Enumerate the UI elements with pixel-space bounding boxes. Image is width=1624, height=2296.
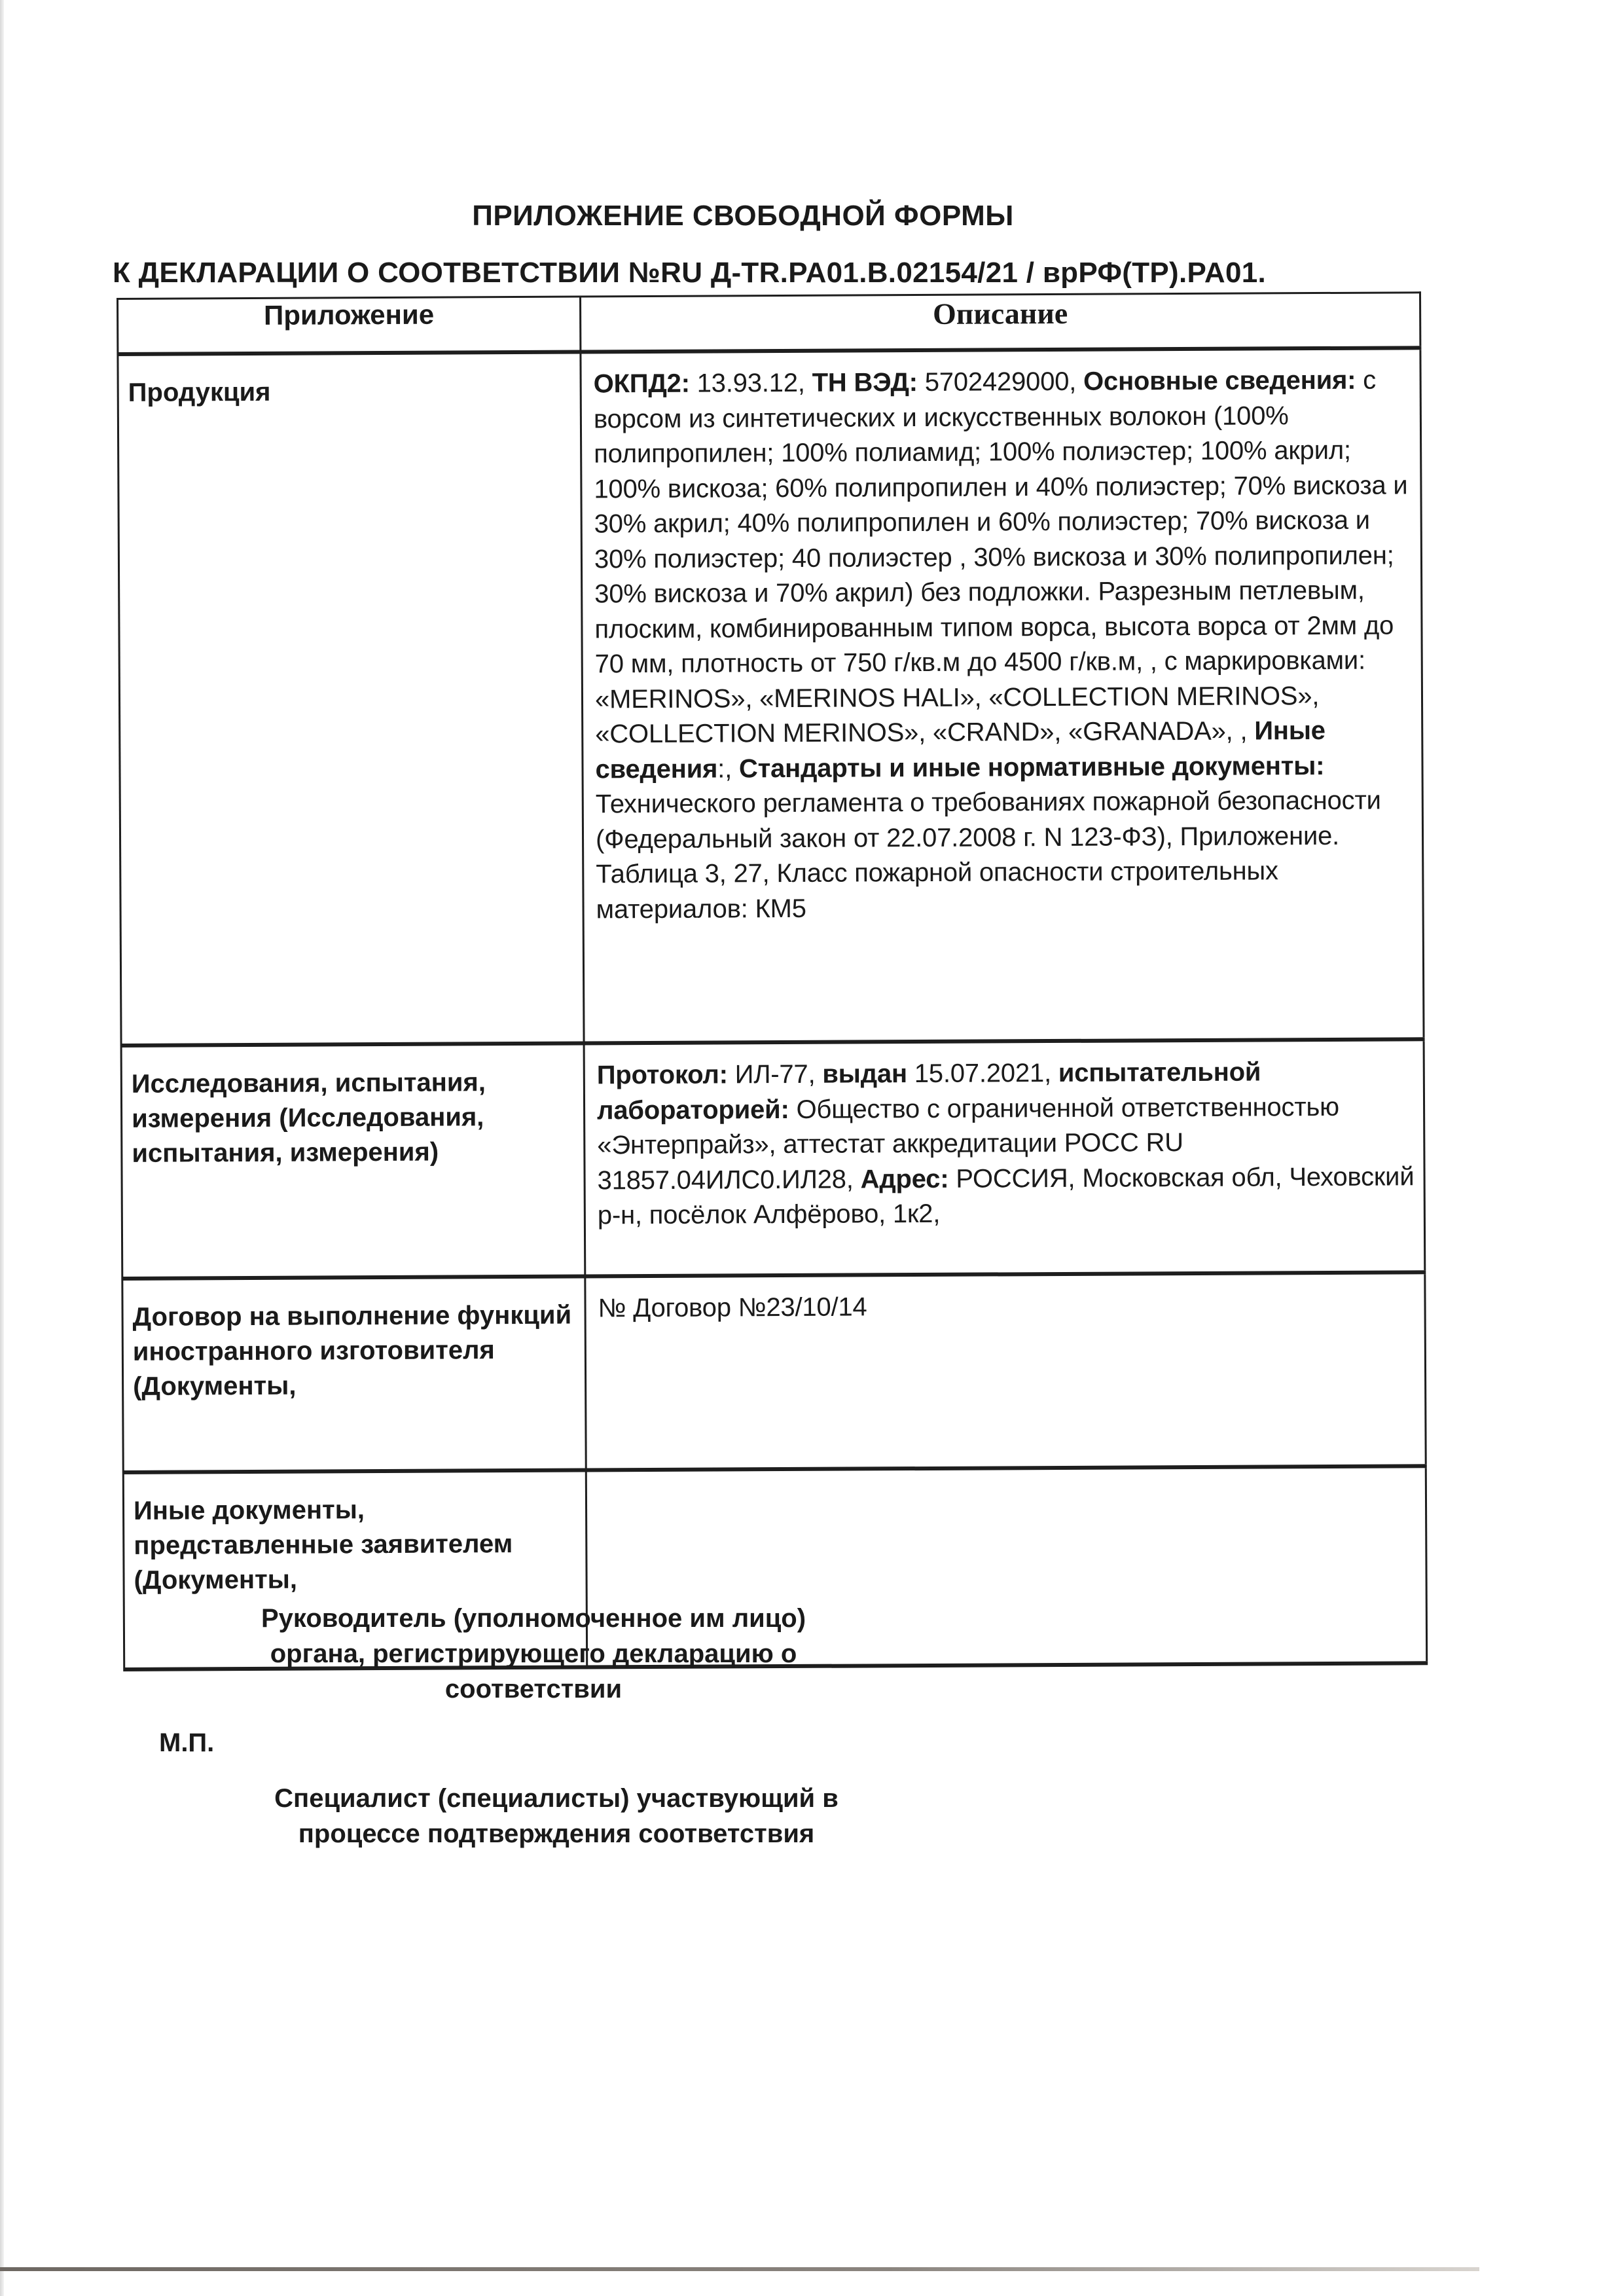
okpd-label: ОКПД2: xyxy=(593,369,690,399)
table-row-tests xyxy=(121,1039,1425,1279)
tnved-label: ТН ВЭД: xyxy=(804,368,918,397)
basic-info-value: с ворсом из синтетических и искусственных волокон (100% полипропилен; 100% полиамид; 100% полиэстер; 100% акрил; 100% вискоза; 60% полипропилен и 40% полиэстер; 70% вискоза и 30% акрил; 40% полипропилен и 60% полиэстер; 70% вискоза и 30% полиэстер; 40 полиэстер , 30% вискоза и 30% полипропилен; 30% вискоза и 70% акрил) без подложки. Разрезным петлевым, плоским, комбинированным типом ворса, высота ворса от 2мм до 70 мм, плотность от 750 г/кв.м до 4500 г/кв.м, , с маркировками: «MERINOS», «MERINOS HALI», «COLLECTION MERINOS», «COLLECTION MERINOS», «CRAND», «GRANADA», , xyxy=(593,365,1408,749)
table-header-row xyxy=(118,293,1420,354)
address-label: Адрес: xyxy=(853,1164,949,1194)
other-info-label: Иные сведения xyxy=(595,716,1326,784)
standards-label: Стандарты и иные нормативные документы: xyxy=(731,751,1325,783)
row-label-tests: Исследования, испытания, измерения (Исследования, испытания, измерения) xyxy=(121,1044,585,1279)
issued-label: выдан xyxy=(815,1059,908,1089)
document-subtitle: К ДЕКЛАРАЦИИ О СООТВЕТСТВИИ №RU Д-TR.PA01.B.02154/21 / врРФ(ТР).PA01. xyxy=(113,257,1267,289)
signature-head-label: Руководитель (уполномоченное им лицо) органа, регистрирующего декларацию о соответствии xyxy=(261,1604,806,1704)
row-label-other-documents: Иные документы, представленные заявителем (Документы, xyxy=(123,1470,586,1669)
row-value-tests xyxy=(584,1039,1425,1276)
column-header-description: Описание xyxy=(580,293,1420,352)
lab-label: испытательной лабораторией: xyxy=(596,1057,1261,1125)
document-title: ПРИЛОЖЕНИЕ СВОБОДНОЙ ФОРМЫ xyxy=(472,200,1014,232)
lab-value: Общество с ограниченной ответственностью «Энтерпрайз», аттестат аккредитации РОСС RU 31857.04ИЛС0.ИЛ28, xyxy=(597,1092,1339,1195)
protocol-value: ИЛ-77, xyxy=(727,1059,816,1089)
tnved-value: 5702429000, xyxy=(917,367,1077,397)
basic-info-label: Основные сведения: xyxy=(1076,365,1356,396)
row-label-contract: Договор на выполнение функций иностранного изготовителя (Документы, xyxy=(122,1277,586,1472)
standards-value: Технического регламента о требованиях пожарной безопасности (Федеральный закон от 22.07.2008 г. N 123-ФЗ), Приложение. Таблица 3, 27, Класс пожарной опасности строительных материалов: КМ5 xyxy=(595,786,1381,924)
signature-specialist-label: Специалист (специалисты) участвующий в процессе подтверждения соответствия xyxy=(274,1784,839,1848)
column-header-appendix: Приложение xyxy=(118,297,581,354)
row-label-product: Продукция xyxy=(118,352,584,1046)
seal-place-label: М.П. xyxy=(159,1728,215,1757)
declaration-appendix-table xyxy=(117,291,1428,1671)
table-row-product xyxy=(118,348,1424,1046)
address-value: РОССИЯ, Московская обл, Чеховский р-н, посёлок Алфёрово, 1к2, xyxy=(597,1161,1415,1230)
scan-page-edge-left xyxy=(0,0,4,2296)
row-value-product xyxy=(581,348,1424,1043)
table-row-contract xyxy=(122,1272,1426,1472)
row-value-contract: № Договор №23/10/14 xyxy=(585,1272,1426,1470)
other-info-value: :, xyxy=(717,754,732,784)
issued-value: 15.07.2021, xyxy=(907,1059,1052,1089)
okpd-value: 13.93.12, xyxy=(689,368,805,398)
protocol-label: Протокол: xyxy=(596,1060,728,1090)
scan-page-edge-bottom xyxy=(0,2267,1479,2271)
